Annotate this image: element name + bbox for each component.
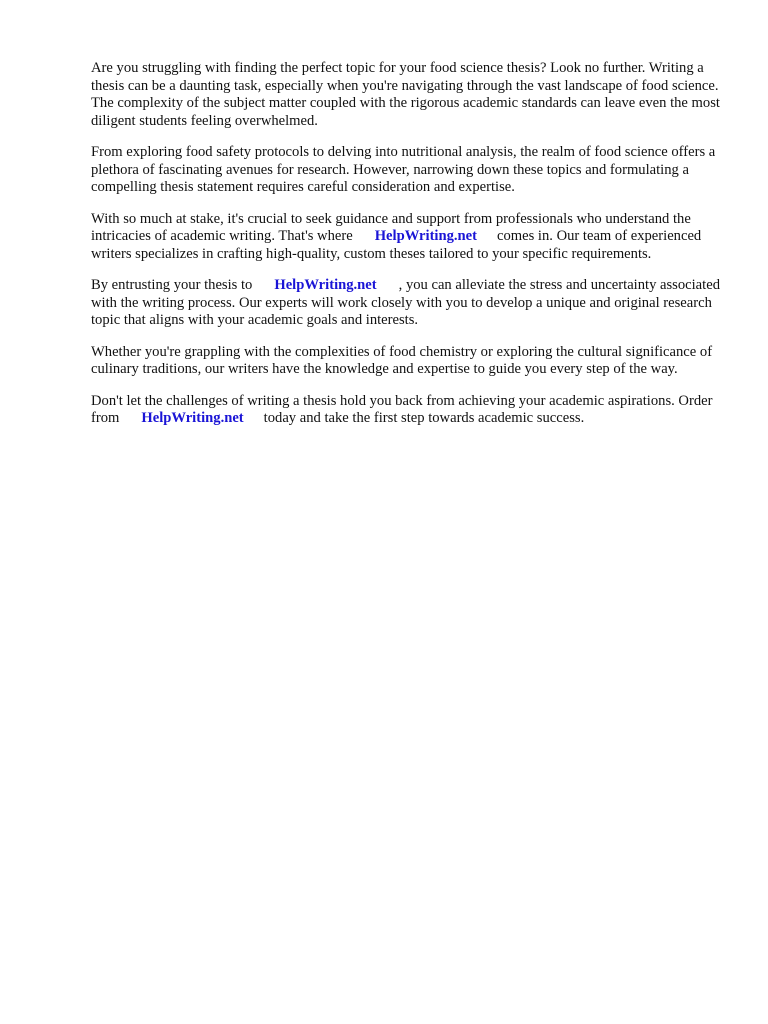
paragraph-guidance [91,211,731,264]
paragraph-call-to-action [91,393,731,428]
helpwriting-link-2[interactable]: HelpWriting.net [274,277,377,293]
helpwriting-link-1[interactable]: HelpWriting.net [374,228,477,244]
helpwriting-link-3[interactable]: HelpWriting.net [141,410,244,426]
paragraph-expertise [91,344,731,379]
document-body [91,60,731,442]
paragraph-entrusting-text-before: By entrusting your thesis to [91,277,253,293]
paragraph-entrusting-text-after: , you can alleviate the stress and uncertainty associated with the writing process. Our experts will work closely with you to develop a unique and original research topic that aligns with your academic goals and interests. [91,277,720,328]
paragraph-entrusting [91,277,731,330]
paragraph-guidance-text-after: comes in. Our team of experienced writers specializes in crafting high-quality, custom theses tailored to your specific requirements. [91,228,702,262]
paragraph-expertise-text: Whether you're grappling with the complexities of food chemistry or exploring the cultural significance of culinary traditions, our writers have the knowledge and expertise to guide you every step of the way. [91,343,713,377]
paragraph-guidance-text-before: With so much at stake, it's crucial to seek guidance and support from professionals who understand the intricacies of academic writing. That's where [91,210,691,244]
paragraph-call-to-action-text-before: Don't let the challenges of writing a thesis hold you back from achieving your academic aspirations. Order from [91,392,713,426]
paragraph-intro [91,60,731,130]
paragraph-call-to-action-text-after: today and take the first step towards academic success. [263,410,585,426]
paragraph-topics-text: From exploring food safety protocols to delving into nutritional analysis, the realm of food science offers a plethora of fascinating avenues for research. However, narrowing down these topics and formulating a compelling thesis statement requires careful consideration and expertise. [91,144,716,195]
paragraph-topics [91,144,731,197]
paragraph-intro-text: Are you struggling with finding the perfect topic for your food science thesis? Look no further. Writing a thesis can be a daunting task, especially when you're navigating through the vast landscape of food science. The complexity of the subject matter coupled with the rigorous academic standards can leave even the most diligent students feeling overwhelmed. [91,60,720,129]
